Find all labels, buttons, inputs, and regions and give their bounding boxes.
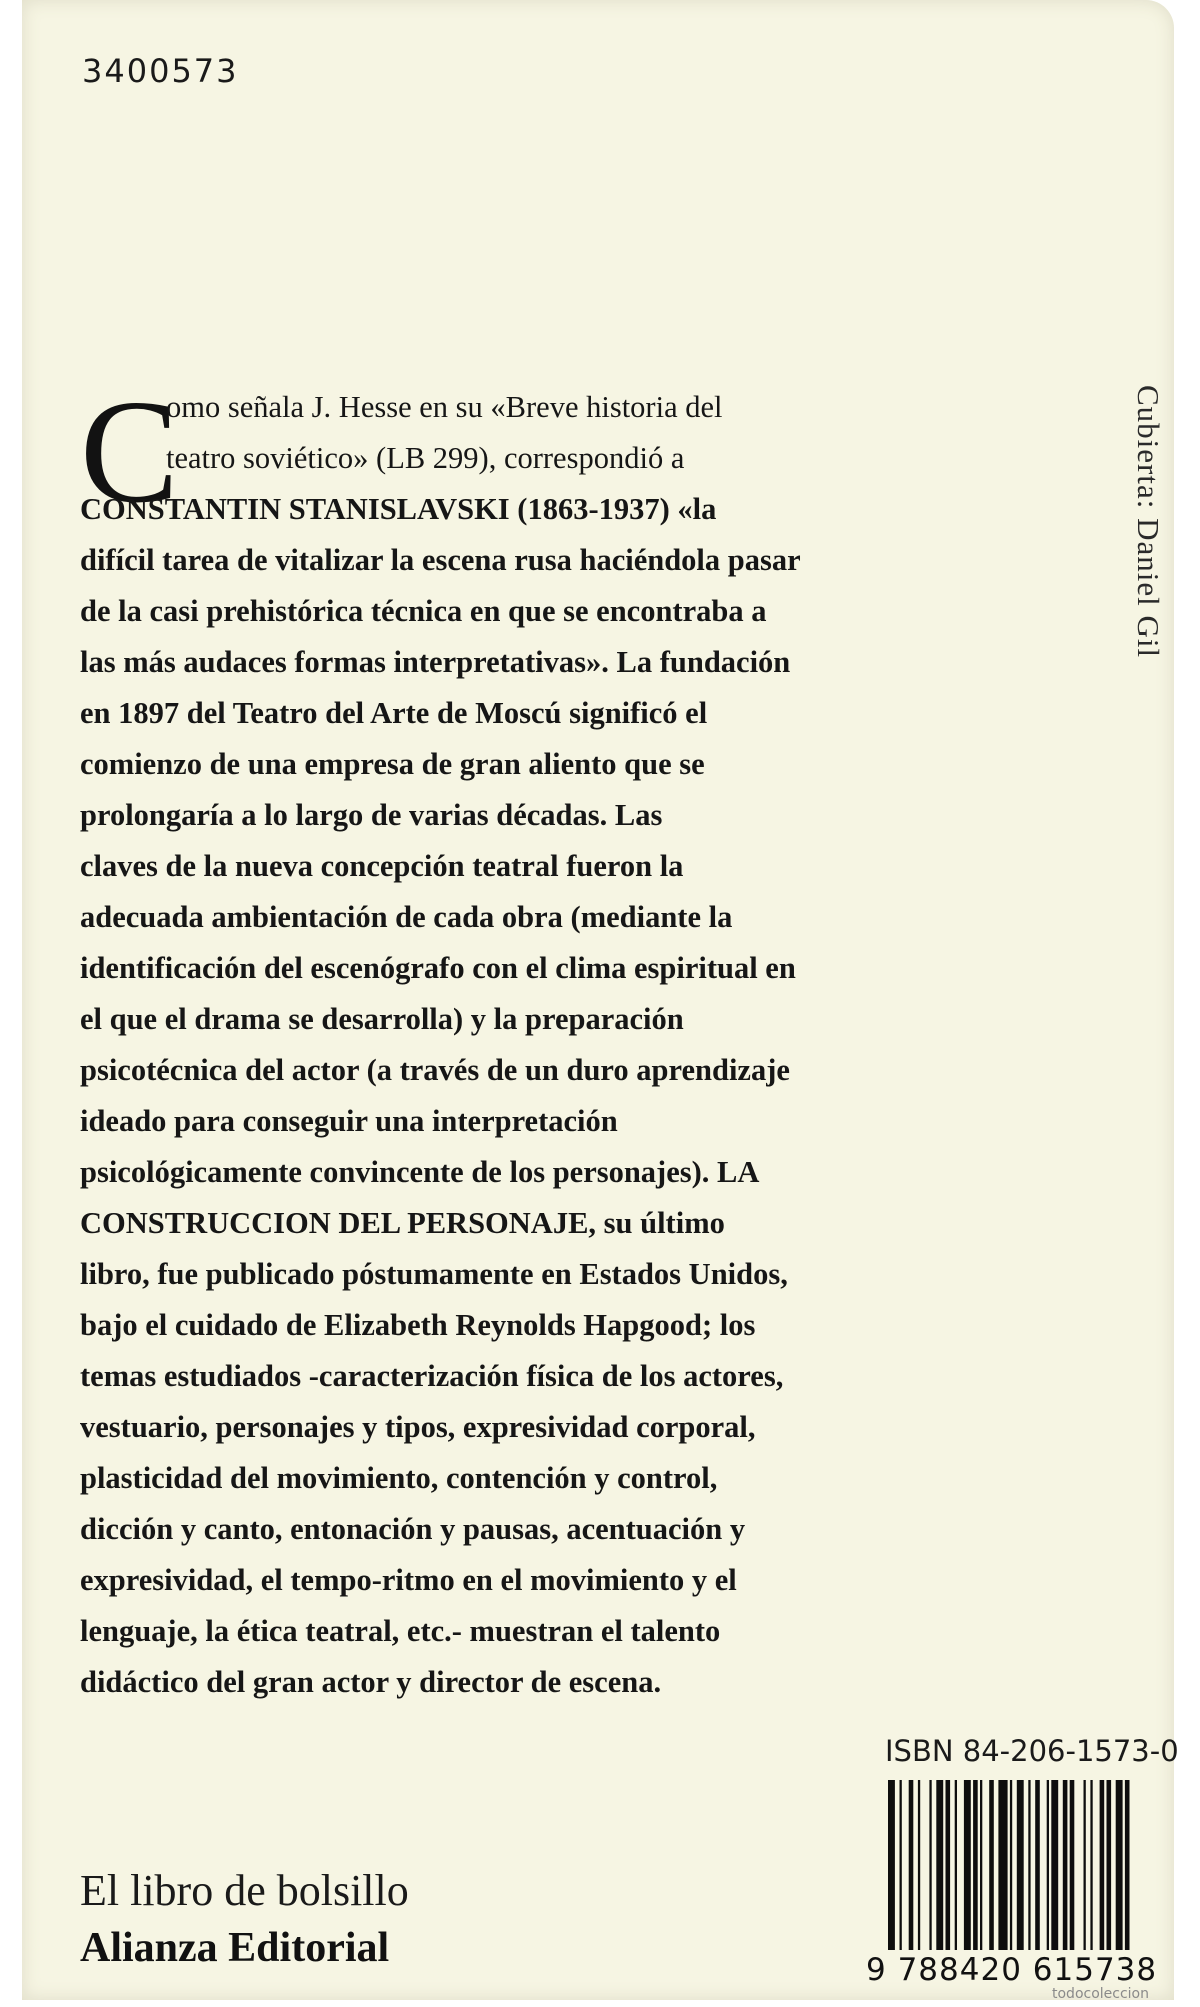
series-title: El libro de bolsillo bbox=[80, 1866, 409, 1915]
barcode-bar bbox=[989, 1780, 994, 1950]
barcode-bar bbox=[1028, 1780, 1030, 1950]
barcode-bar bbox=[1017, 1780, 1024, 1950]
barcode-bar bbox=[929, 1780, 931, 1950]
catalog-number: 3400573 bbox=[82, 52, 239, 90]
blurb-line: expresividad, el tempo-ritmo en el movimiento y el bbox=[80, 1563, 737, 1597]
barcode-bar bbox=[955, 1780, 957, 1950]
blurb-line: el que el drama se desarrolla) y la preparación bbox=[80, 1002, 684, 1036]
publisher-name: Alianza Editorial bbox=[80, 1925, 390, 1971]
barcode-bar bbox=[1090, 1780, 1092, 1950]
barcode-bar bbox=[1107, 1780, 1112, 1950]
blurb-line: psicológicamente convincente de los personajes). LA bbox=[80, 1155, 760, 1189]
barcode-bar bbox=[888, 1780, 895, 1950]
barcode-bar bbox=[1100, 1780, 1105, 1950]
blurb-line: plasticidad del movimiento, contención y control, bbox=[80, 1461, 718, 1495]
blurb-line: comienzo de una empresa de gran aliento que se bbox=[80, 747, 705, 781]
blurb-line: las más audaces formas interpretativas». La fundación bbox=[80, 645, 791, 679]
isbn-label: ISBN 84-206-1573-0 bbox=[885, 1734, 1179, 1768]
blurb-line: difícil tarea de vitalizar la escena rusa haciéndola pasar bbox=[80, 543, 801, 577]
blurb-line: teatro soviético» (LB 299), correspondió a bbox=[166, 441, 685, 475]
barcode-bar bbox=[1047, 1780, 1049, 1950]
blurb-line: de la casi prehistórica técnica en que se encontraba a bbox=[80, 594, 767, 628]
barcode bbox=[888, 1780, 1178, 1950]
blurb-line: temas estudiados -caracterización física de los actores, bbox=[80, 1359, 784, 1393]
barcode-bar bbox=[1035, 1780, 1040, 1950]
barcode-bar bbox=[936, 1780, 943, 1950]
blurb-line: dicción y canto, entonación y pausas, acentuación y bbox=[80, 1512, 746, 1546]
barcode-bar bbox=[1125, 1780, 1130, 1950]
barcode-bar bbox=[1051, 1780, 1058, 1950]
drop-cap: C bbox=[80, 370, 179, 534]
barcode-bar bbox=[1070, 1780, 1075, 1950]
barcode-bar bbox=[1010, 1780, 1012, 1950]
watermark: todocoleccion bbox=[1052, 1986, 1149, 2002]
barcode-bar bbox=[1084, 1780, 1086, 1950]
blurb-line: psicotécnica del actor (a través de un duro aprendizaje bbox=[80, 1053, 790, 1087]
blurb-line: vestuario, personajes y tipos, expresividad corporal, bbox=[80, 1410, 756, 1444]
barcode-bar bbox=[1063, 1780, 1068, 1950]
blurb-line: claves de la nueva concepción teatral fueron la bbox=[80, 849, 684, 883]
blurb-line: prolongaría a lo largo de varias décadas. Las bbox=[80, 798, 663, 832]
barcode-bar bbox=[964, 1780, 971, 1950]
barcode-bar bbox=[973, 1780, 978, 1950]
blurb-line: lenguaje, la ética teatral, etc.- muestran el talento bbox=[80, 1614, 721, 1648]
blurb-text bbox=[80, 382, 980, 1708]
barcode-digits: 9 788420 615738 bbox=[866, 1952, 1158, 1988]
blurb-line: ideado para conseguir una interpretación bbox=[80, 1104, 618, 1138]
barcode-bar bbox=[918, 1780, 920, 1950]
blurb-line: en 1897 del Teatro del Arte de Moscú significó el bbox=[80, 696, 708, 730]
barcode-bar bbox=[909, 1780, 914, 1950]
blurb-line: didáctico del gran actor y director de escena. bbox=[80, 1665, 662, 1699]
barcode-bar bbox=[998, 1780, 1007, 1950]
blurb-line: adecuada ambientación de cada obra (mediante la bbox=[80, 900, 733, 934]
blurb-line: omo señala J. Hesse en su «Breve historia del bbox=[166, 390, 723, 424]
barcode-bar bbox=[1116, 1780, 1123, 1950]
barcode-bar bbox=[946, 1780, 951, 1950]
blurb-line: CONSTANTIN STANISLAVSKI (1863-1937) «la bbox=[80, 492, 717, 526]
blurb-line: identificación del escenógrafo con el clima espiritual en bbox=[80, 951, 796, 985]
cover-credit: Cubierta: Daniel Gil bbox=[1131, 385, 1166, 659]
barcode-bar bbox=[980, 1780, 982, 1950]
blurb-line: CONSTRUCCION DEL PERSONAJE, su último bbox=[80, 1206, 725, 1240]
blurb-line: libro, fue publicado póstumamente en Estados Unidos, bbox=[80, 1257, 788, 1291]
blurb-line: bajo el cuidado de Elizabeth Reynolds Hapgood; los bbox=[80, 1308, 756, 1342]
barcode-bar bbox=[900, 1780, 902, 1950]
